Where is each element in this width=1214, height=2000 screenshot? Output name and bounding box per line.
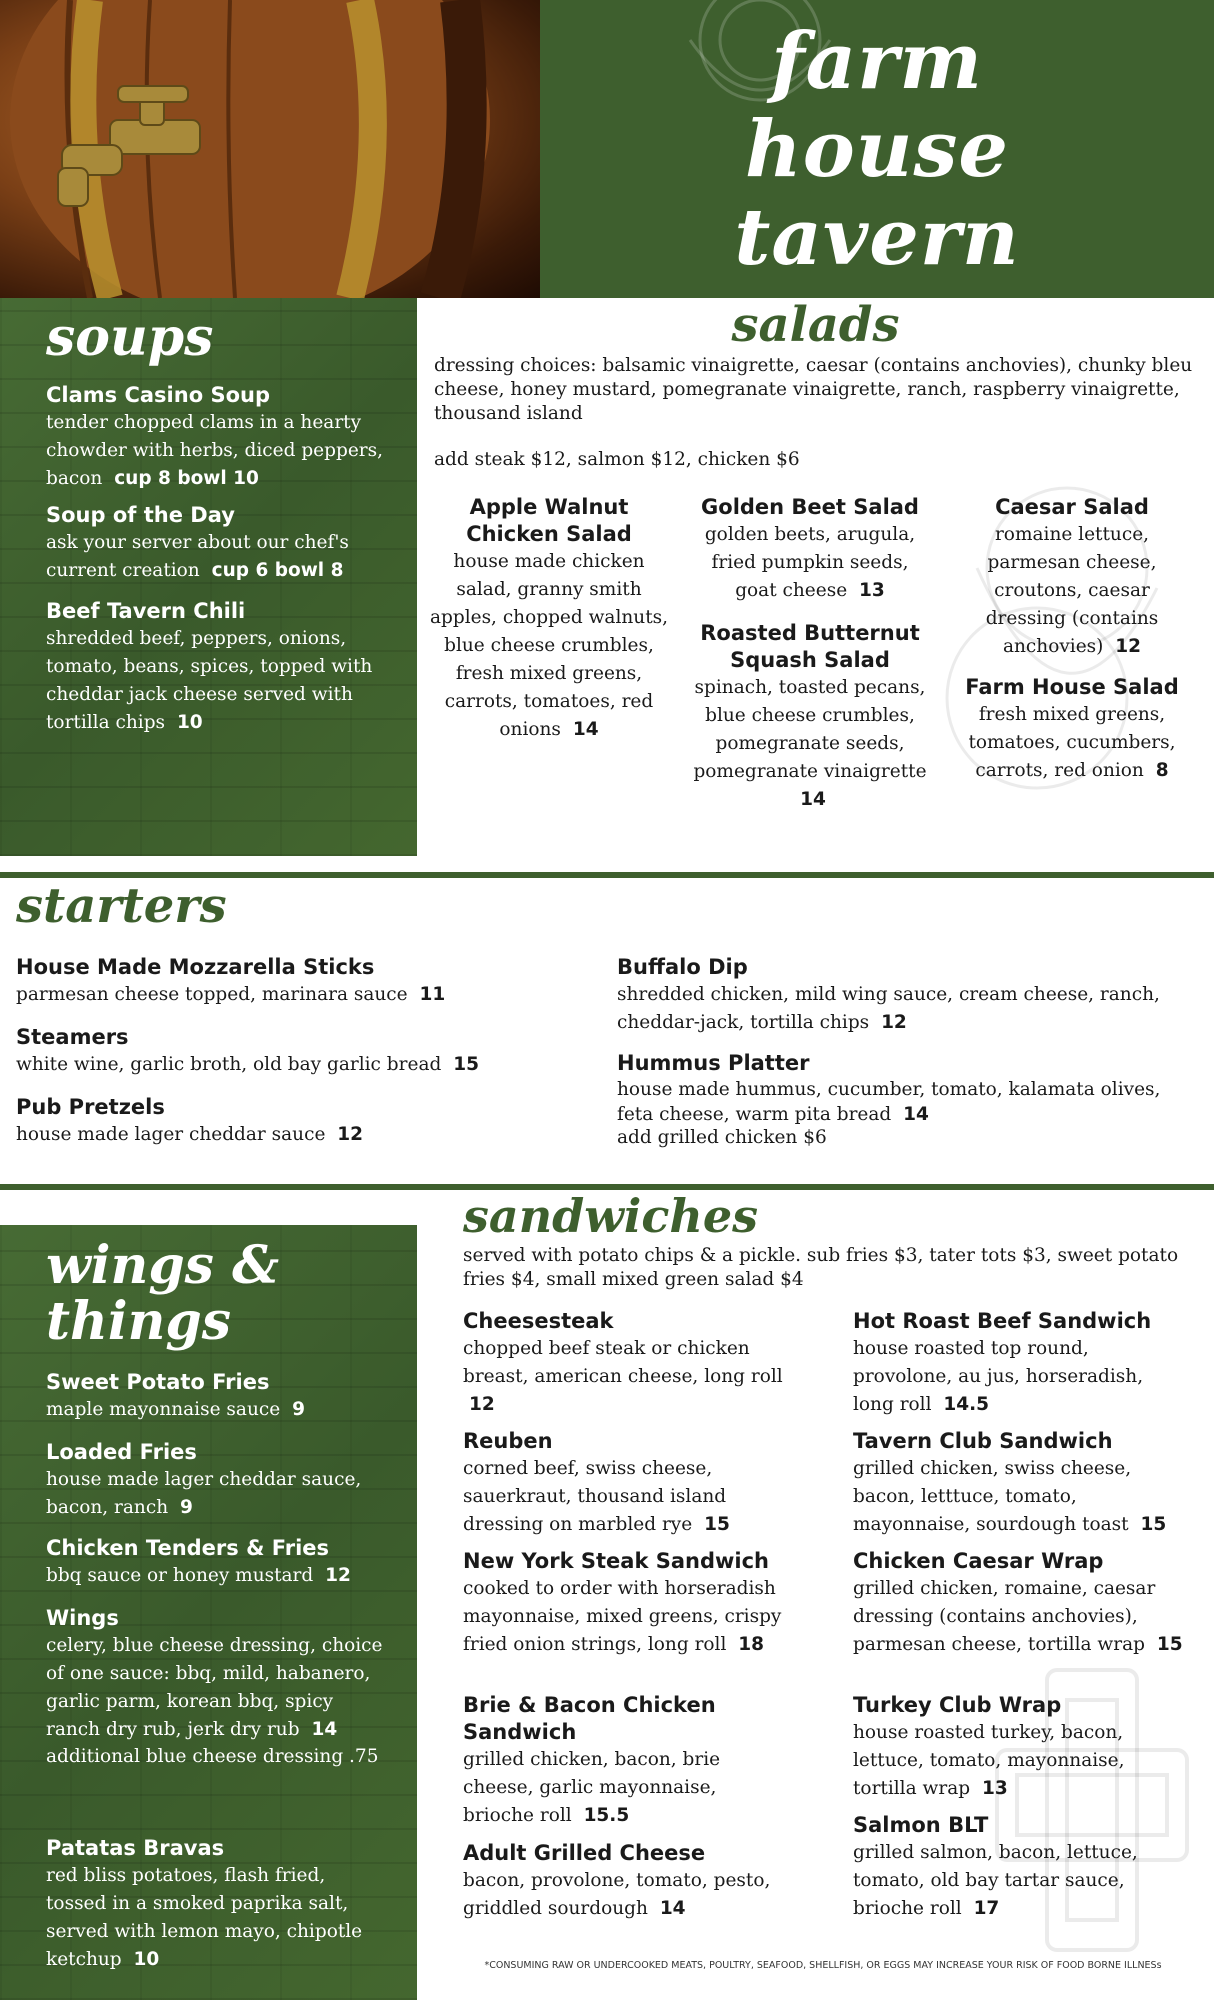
starters-heading: starters bbox=[16, 878, 227, 934]
starter-item-name: Buffalo Dip bbox=[617, 955, 748, 979]
sandwich-item-desc: house roasted turkey, bacon, lettuce, tomato, mayonnaise, tortilla wrap bbox=[853, 1722, 1125, 1799]
sandwich-item-price: 12 bbox=[469, 1394, 495, 1415]
wings-item-name: Chicken Tenders & Fries bbox=[46, 1536, 330, 1560]
wings-item-desc: celery, blue cheese dressing, choice of one sauce: bbq, mild, habanero, garlic parm, korean bbq, spicy ranch dry rub, jerk dry rub bbox=[46, 1635, 383, 1740]
salad-add-note: add steak $12, salmon $12, chicken $6 bbox=[434, 449, 800, 470]
sandwich-item-price: 14.5 bbox=[943, 1394, 990, 1415]
sandwich-item-name: Brie & Bacon Chicken Sandwich bbox=[463, 1693, 716, 1744]
salad-item-desc: fresh mixed greens, tomatoes, cucumbers, carrots, red onion bbox=[968, 704, 1176, 781]
salad-item-desc: golden beets, arugula, fried pumpkin seeds, goat cheese bbox=[704, 524, 916, 601]
starter-item-price: 12 bbox=[337, 1124, 364, 1145]
sandwiches-heading: sandwiches bbox=[463, 1189, 759, 1243]
sandwich-item-name: Salmon BLT bbox=[853, 1813, 989, 1837]
sandwich-item-price: 15 bbox=[1156, 1634, 1183, 1655]
soup-item-price: 10 bbox=[176, 712, 203, 733]
sandwich-item bbox=[463, 1428, 793, 1539]
title-banner bbox=[540, 0, 1214, 298]
sandwich-item bbox=[463, 1548, 793, 1659]
soup-item-price: cup 6 bowl 8 bbox=[211, 560, 344, 581]
salad-item bbox=[952, 674, 1192, 785]
starter-item-desc: shredded chicken, mild wing sauce, cream cheese, ranch, cheddar-jack, tortilla chips bbox=[617, 984, 1160, 1033]
food-safety-disclaimer: *CONSUMING RAW OR UNDERCOOKED MEATS, POULTRY, SEAFOOD, SHELLFISH, OR EGGS MAY INCREASE YOUR RISK OF FOOD BORNE ILLNESs bbox=[484, 1960, 1162, 1971]
soups-panel bbox=[0, 298, 417, 856]
starter-item-price: 11 bbox=[419, 984, 446, 1005]
sandwich-item bbox=[853, 1428, 1183, 1539]
soup-item-desc: shredded beef, peppers, onions, tomato, beans, spices, topped with cheddar jack cheese served with tortilla chips bbox=[46, 628, 373, 733]
sandwich-item-price: 15.5 bbox=[583, 1805, 630, 1826]
wings-heading-line-2: things bbox=[46, 1291, 232, 1352]
soup-item bbox=[46, 598, 391, 737]
salad-item-name: Roasted Butternut Squash Salad bbox=[700, 621, 920, 672]
starter-item-name: Steamers bbox=[16, 1025, 129, 1049]
starter-item-name: Pub Pretzels bbox=[16, 1095, 165, 1119]
sandwich-item-desc: grilled chicken, bacon, brie cheese, garlic mayonnaise, brioche roll bbox=[463, 1749, 721, 1826]
sandwich-item-desc: bacon, provolone, tomato, pesto, griddled sourdough bbox=[463, 1870, 771, 1919]
salad-item-desc: house made chicken salad, granny smith apples, chopped walnuts, blue cheese crumbles, fresh mixed greens, carrots, tomatoes, red onions bbox=[429, 551, 669, 740]
salad-item-desc: spinach, toasted pecans, blue cheese crumbles, pomegranate seeds, pomegranate vinaigrette bbox=[693, 677, 927, 782]
sandwich-item bbox=[463, 1840, 793, 1923]
sandwich-item-price: 14 bbox=[659, 1898, 686, 1919]
starter-item-extra: add grilled chicken $6 bbox=[617, 1127, 827, 1148]
wings-item-price: 10 bbox=[133, 1949, 160, 1970]
sandwiches-note: served with potato chips & a pickle. sub fries $3, tater tots $3, sweet potato fries $4, small mixed green salad $4 bbox=[463, 1245, 1179, 1290]
starter-item bbox=[617, 1050, 1187, 1149]
salads-section bbox=[417, 298, 1214, 868]
salad-item-desc: romaine lettuce, parmesan cheese, croutons, caesar dressing (contains anchovies) bbox=[985, 524, 1159, 657]
sandwich-item-name: Turkey Club Wrap bbox=[853, 1693, 1062, 1717]
starter-item bbox=[16, 954, 586, 1009]
salad-item bbox=[429, 494, 669, 744]
starter-item-desc: parmesan cheese topped, marinara sauce bbox=[16, 984, 408, 1005]
wings-panel bbox=[0, 1225, 417, 2000]
starter-item-price: 14 bbox=[903, 1104, 929, 1125]
soup-item-desc: ask your server about our chef's current creation bbox=[46, 532, 349, 581]
starter-item bbox=[16, 1094, 586, 1149]
soups-heading: soups bbox=[46, 307, 214, 368]
salad-item-name: Golden Beet Salad bbox=[701, 495, 919, 519]
sandwich-item-desc: grilled chicken, romaine, caesar dressing (contains anchovies), parmesan cheese, tortilla wrap bbox=[853, 1578, 1156, 1655]
wings-item-desc: bbq sauce or honey mustard bbox=[46, 1565, 314, 1586]
sandwich-item-price: 17 bbox=[973, 1898, 1000, 1919]
soup-item-name: Soup of the Day bbox=[46, 503, 235, 527]
salad-item-price: 12 bbox=[1115, 636, 1142, 657]
title-line-2: house bbox=[745, 104, 1009, 195]
sandwich-item-name: Adult Grilled Cheese bbox=[463, 1841, 706, 1865]
title-line-1: farm bbox=[771, 16, 983, 107]
starter-item-desc: house made lager cheddar sauce bbox=[16, 1124, 326, 1145]
sandwich-item-price: 15 bbox=[704, 1514, 730, 1535]
wings-item bbox=[46, 1439, 391, 1522]
salad-item-price: 8 bbox=[1155, 760, 1169, 781]
wings-item bbox=[46, 1535, 391, 1590]
sandwich-item bbox=[853, 1548, 1183, 1659]
starter-item-desc: white wine, garlic broth, old bay garlic bread bbox=[16, 1054, 442, 1075]
wings-item-name: Wings bbox=[46, 1606, 119, 1630]
sandwich-item-desc: grilled salmon, bacon, lettuce, tomato, old bay tartar sauce, brioche roll bbox=[853, 1842, 1138, 1919]
sandwich-item bbox=[853, 1812, 1183, 1923]
title-line-3: tavern bbox=[734, 192, 1020, 283]
salad-item-price: 14 bbox=[572, 719, 599, 740]
sandwich-item-name: New York Steak Sandwich bbox=[463, 1549, 769, 1573]
starter-item-price: 12 bbox=[881, 1012, 907, 1033]
wings-item-name: Loaded Fries bbox=[46, 1440, 197, 1464]
sandwich-item-price: 13 bbox=[981, 1778, 1008, 1799]
barrel-illustration bbox=[0, 0, 540, 298]
salad-dressing-note: dressing choices: balsamic vinaigrette, caesar (contains anchovies), chunky bleu cheese, honey mustard, pomegranate vinaigrette, ranch, raspberry vinaigrette, thousand island bbox=[434, 355, 1193, 424]
soup-item bbox=[46, 502, 391, 585]
wings-item-price: 9 bbox=[180, 1497, 193, 1518]
starter-item-name: House Made Mozzarella Sticks bbox=[16, 955, 375, 979]
wings-item-desc: house made lager cheddar sauce, bacon, ranch bbox=[46, 1469, 362, 1518]
wings-item bbox=[46, 1835, 391, 1974]
salad-item-name: Caesar Salad bbox=[995, 495, 1149, 519]
barrel-photo bbox=[0, 0, 540, 298]
sandwich-item-name: Tavern Club Sandwich bbox=[853, 1429, 1113, 1453]
sandwich-item bbox=[463, 1692, 793, 1830]
sandwiches-section bbox=[417, 1190, 1214, 2000]
sandwich-item-name: Hot Roast Beef Sandwich bbox=[853, 1309, 1152, 1333]
sandwich-item-name: Cheesesteak bbox=[463, 1309, 614, 1333]
starter-item bbox=[16, 1024, 586, 1079]
sandwich-item-name: Reuben bbox=[463, 1429, 553, 1453]
wings-item-desc: maple mayonnaise sauce bbox=[46, 1399, 281, 1420]
starter-item-price: 15 bbox=[453, 1054, 479, 1075]
soup-item-price: cup 8 bowl 10 bbox=[114, 468, 259, 489]
sandwich-item bbox=[853, 1692, 1183, 1803]
wings-item-extra: additional blue cheese dressing .75 bbox=[46, 1746, 379, 1767]
wings-item-name: Sweet Potato Fries bbox=[46, 1370, 270, 1394]
sandwich-item-price: 18 bbox=[738, 1634, 765, 1655]
salad-item bbox=[690, 620, 930, 814]
soup-item-name: Beef Tavern Chili bbox=[46, 599, 246, 623]
starter-item-name: Hummus Platter bbox=[617, 1051, 810, 1075]
wings-item bbox=[46, 1605, 391, 1770]
salad-item-price: 14 bbox=[800, 789, 826, 810]
sandwich-item-price: 15 bbox=[1140, 1514, 1167, 1535]
wings-item-price: 9 bbox=[292, 1399, 305, 1420]
salad-item-name: Farm House Salad bbox=[965, 675, 1179, 699]
wings-item bbox=[46, 1369, 391, 1424]
salad-item-price: 13 bbox=[859, 580, 885, 601]
starter-item-desc: house made hummus, cucumber, tomato, kalamata olives, feta cheese, warm pita bread bbox=[617, 1079, 1161, 1125]
soup-item bbox=[46, 382, 391, 493]
sandwich-item-desc: cooked to order with horseradish mayonnaise, mixed greens, crispy fried onion strings, long roll bbox=[463, 1578, 782, 1655]
salad-item bbox=[690, 494, 930, 605]
soup-item-desc: tender chopped clams in a hearty chowder with herbs, diced peppers, bacon bbox=[46, 412, 383, 489]
salad-item bbox=[952, 494, 1192, 661]
wings-heading-line-1: wings & bbox=[46, 1235, 280, 1296]
wings-item-price: 12 bbox=[325, 1565, 351, 1586]
soup-item-name: Clams Casino Soup bbox=[46, 383, 270, 407]
starters-section bbox=[0, 878, 1214, 1184]
wings-item-name: Patatas Bravas bbox=[46, 1836, 225, 1860]
sandwich-item bbox=[463, 1308, 793, 1419]
sandwich-item-desc: house roasted top round, provolone, au jus, horseradish, long roll bbox=[853, 1338, 1144, 1415]
sandwich-item bbox=[853, 1308, 1183, 1419]
wings-item-price: 14 bbox=[311, 1719, 338, 1740]
sandwich-item-desc: chopped beef steak or chicken breast, american cheese, long roll bbox=[463, 1338, 783, 1387]
sandwich-item-desc: grilled chicken, swiss cheese, bacon, letttuce, tomato, mayonnaise, sourdough toast bbox=[853, 1458, 1132, 1535]
salads-heading: salads bbox=[731, 297, 900, 353]
sandwich-item-name: Chicken Caesar Wrap bbox=[853, 1549, 1104, 1573]
sandwich-item-desc: corned beef, swiss cheese, sauerkraut, thousand island dressing on marbled rye bbox=[463, 1458, 727, 1535]
wings-item-desc: red bliss potatoes, flash fried, tossed in a smoked paprika salt, served with lemon mayo, chipotle ketchup bbox=[46, 1865, 363, 1970]
starter-item bbox=[617, 954, 1187, 1037]
salad-item-name: Apple Walnut Chicken Salad bbox=[466, 495, 632, 546]
